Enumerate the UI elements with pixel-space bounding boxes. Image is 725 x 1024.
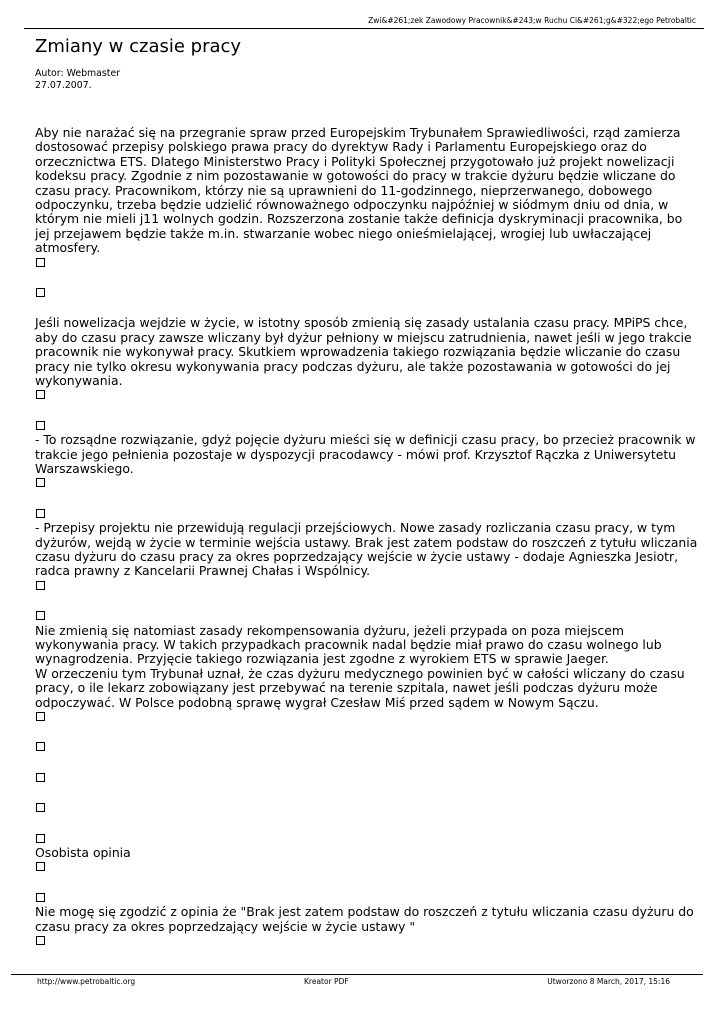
paragraph-5: Nie zmienią się natomiast zasady rekompensowania dyżuru, jeżeli przypada on poza miejscem wykonywania pracy. W takich przypadkach pracownik nadal będzie miał prawo do czasu wolnego lub wynagrodzenia. Przyjęcie takiego rozwiązania jest zgodne z wyrokiem ETS w sprawie Jaeger. [35,622,662,667]
checkbox-glyph-icon [36,773,45,782]
checkbox-glyph-icon [36,893,45,902]
paragraph-6: W orzeczeniu tym Trybunał uznał, że czas dyżuru medycznego powinien być w całości wliczany do czasu pracy, o ile lekarz zobowiązany jest przebywać na terenie szpitala, nawet jeśli podczas dyżuru może odpoczywać. W Polsce podobną sprawę wygrał Czesław Miś przed sądem w Nowym Sączu. [35,665,685,710]
footer-generator: Kreator PDF [304,977,349,986]
footer-url: http://www.petrobaltic.org [37,977,136,986]
checkbox-glyph-icon [36,862,45,871]
page-header [24,14,704,29]
article-meta [35,68,120,91]
article-title: Zmiany w czasie pracy [35,36,242,57]
article-date: 27.07.2007. [35,79,92,91]
checkbox-glyph-icon [36,288,45,297]
checkbox-glyph-icon [36,611,45,620]
checkbox-glyph-icon [36,421,45,430]
opinion-text: Nie mogę się zgodzić z opinia że "Brak jest zatem podstaw do roszczeń z tytułu wliczania czasu dyżuru do czasu pracy za okres poprzedzający wejście w życie ustawy " [35,904,694,934]
checkbox-glyph-icon [36,509,45,518]
checkbox-glyph-icon [36,581,45,590]
page-footer [11,974,703,989]
checkbox-glyph-icon [36,742,45,751]
checkbox-glyph-icon [36,478,45,487]
opinion-heading: Osobista opinia [35,845,131,861]
checkbox-glyph-icon [36,803,45,812]
footer-created-date: Utworzono 8 March, 2017, 15:16 [547,977,670,986]
paragraph-4: - Przepisy projektu nie przewidują regulacji przejściowych. Nowe zasady rozliczania czasu pracy, w tym dyżurów, wejdą w życie w terminie wejścia ustawy. Brak jest zatem podstaw do roszczeń z tytułu wliczania czasu dyżuru do czasu pracy za okres poprzedzający wejście w życie ustawy - dodaje Agnieszka Jesiotr, radca prawny z Kancelarii Prawnej Chałas i Wspólnicy. [35,520,698,579]
paragraph-1: Aby nie narażać się na przegranie spraw przed Europejskim Trybunałem Sprawiedliwości, rząd zamierza dostosować przepisy polskiego prawa pracy do dyrektyw Rady i Parlamentu Europejskiego oraz do orzecznictwa ETS. Dlatego Ministerstwo Pracy i Polityki Społecznej przygotowało już projekt nowelizacji kodeksu pracy. Zgodnie z nim pozostawanie w gotowości do pracy w trakcie dyżuru będzie wliczane do czasu pracy. Pracownikom, którzy nie są uprawnieni do 11-godzinnego, nieprzerwanego, dobowego odpoczynku, trzeba będzie udzielić równoważnego odpoczynku najpóźniej w siódmym dniu od dnia, w którym nie mieli j11 wolnych godzin. Rozszerzona zostanie także definicja dyskryminacji pracownika, bo jej przejawem będzie także m.in. stwarzanie wobec niego onieśmielającej, wrogiej lub uwłaczającej atmosfery. [35,125,683,256]
site-title: Zwi&#261;zek Zawodowy Pracownik&#243;w Ruchu Ci&#261;g&#322;ego Petrobaltic [368,16,696,25]
paragraph-2: Jeśli nowelizacja wejdzie w życie, w istotny sposób zmienią się zasady ustalania czasu pracy. MPiPS chce, aby do czasu pracy zawsze wliczany był dyżur pełniony w miejscu zatrudnienia, nawet jeśli w jego trakcie pracownik nie wykonywał pracy. Skutkiem wprowadzenia takiego rozwiązania będzie wliczanie do czasu pracy nie tylko okresu wykonywania pracy podczas dyżuru, ale także pozostawania w gotowości do jej wykonywania. [35,315,692,389]
article-body [35,126,700,948]
checkbox-glyph-icon [36,834,45,843]
checkbox-glyph-icon [36,258,45,267]
checkbox-glyph-icon [36,936,45,945]
author-line: Autor: Webmaster [35,68,121,79]
paragraph-3: - To rozsądne rozwiązanie, gdyż pojęcie dyżuru mieści się w definicji czasu pracy, bo przecież pracownik w trakcie jego pełnienia pozostaje w dyspozycji pracodawcy - mówi prof. Krzysztof Rączka z Uniwersytetu Warszawskiego. [35,432,696,477]
checkbox-glyph-icon [36,390,45,399]
checkbox-glyph-icon [36,712,45,721]
